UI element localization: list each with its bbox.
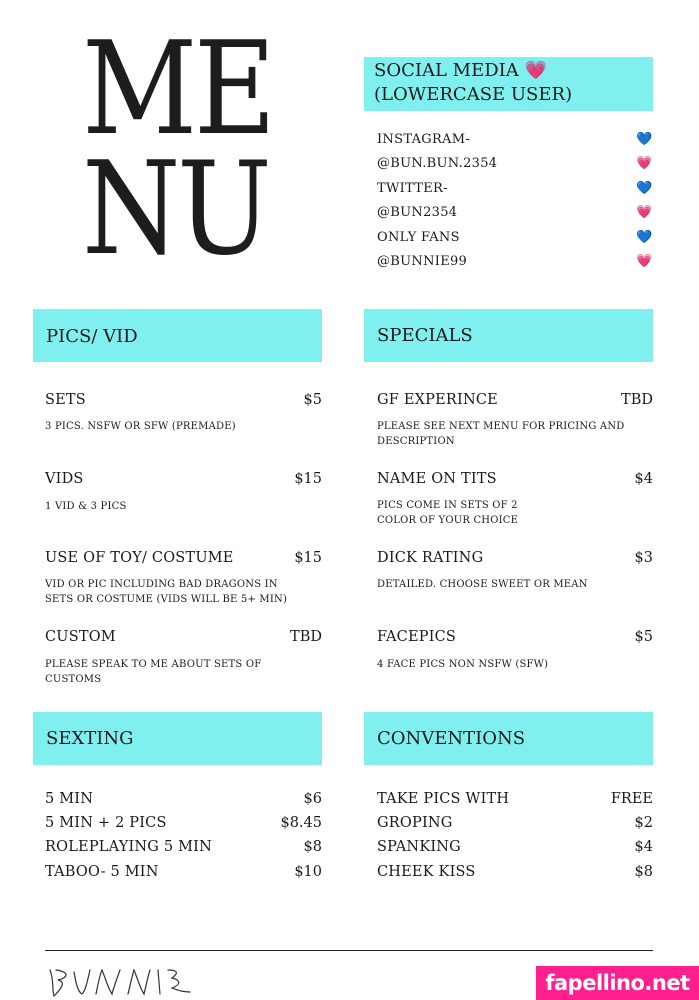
social-onlyfans-handle[interactable]: @BUNNIE99: [377, 254, 468, 269]
conventions-item-price: FREE: [610, 791, 653, 807]
pics-item-desc: PLEASE SPEAK TO ME ABOUT SETS OF CUSTOMS: [45, 659, 262, 685]
sexting-item-name: 5 MIN: [45, 791, 94, 807]
specials-item-name: FACEPICS: [377, 629, 457, 645]
specials-item-price: $3: [634, 550, 653, 566]
specials-item-desc-line-1: PICS COME IN SETS OF 2: [377, 500, 518, 511]
specials-item-desc: PLEASE SEE NEXT MENU FOR PRICING AND DESCRIPTION: [377, 421, 625, 447]
conventions-item-name: GROPING: [377, 815, 453, 831]
sexting-item-name: ROLEPLAYING 5 MIN: [45, 839, 212, 855]
social-twitter-label: TWITTER-: [377, 181, 448, 196]
pics-item-desc: 3 PICS. NSFW OR SFW (PREMADE): [45, 421, 236, 432]
pics-vid-title: PICS/ VID: [46, 326, 138, 347]
watermark: fapellino.net: [536, 966, 699, 1000]
sexting-item-name: TABOO- 5 MIN: [45, 864, 159, 880]
specials-item-price: $4: [634, 471, 653, 487]
specials-item-name: GF EXPERINCE: [377, 392, 498, 408]
specials-item-price: $5: [634, 629, 653, 645]
sexting-title: SEXTING: [46, 728, 134, 749]
pink-heart-icon: 💗: [636, 205, 653, 220]
social-instagram-label: INSTAGRAM-: [377, 132, 471, 147]
pics-item-price: $15: [294, 471, 322, 487]
social-header-line-2: (LOWERCASE USER): [374, 84, 573, 105]
specials-item-name: NAME ON TITS: [377, 471, 497, 487]
sexting-item-price: $10: [294, 864, 322, 880]
specials-header: [364, 309, 653, 362]
specials-item-name: DICK RATING: [377, 550, 484, 566]
conventions-title: CONVENTIONS: [377, 728, 526, 749]
specials-item-price: TBD: [621, 392, 653, 408]
blue-heart-icon: 💙: [636, 230, 653, 245]
social-onlyfans-label: ONLY FANS: [377, 230, 460, 245]
sexting-item-name: 5 MIN + 2 PICS: [45, 815, 167, 831]
conventions-item-price: $2: [634, 815, 653, 831]
sexting-item-price: $8: [303, 839, 322, 855]
pics-item-name: SETS: [45, 392, 86, 408]
pics-item-price: $5: [303, 392, 322, 408]
blue-heart-icon: 💙: [636, 132, 653, 147]
specials-item-desc-line-2: COLOR OF YOUR CHOICE: [377, 515, 519, 526]
footer-divider: [45, 950, 653, 951]
menu-title-line-1: ME: [82, 15, 273, 164]
conventions-item-name: TAKE PICS WITH: [377, 791, 510, 807]
conventions-item-price: $8: [634, 864, 653, 880]
pink-heart-icon: 💗: [636, 254, 653, 269]
conventions-item-price: $4: [634, 839, 653, 855]
sexting-item-price: $8.45: [280, 815, 322, 831]
conventions-item-name: SPANKING: [377, 839, 461, 855]
pics-vid-header: [33, 309, 322, 362]
signature: [44, 960, 194, 1000]
social-media-header: [364, 57, 653, 111]
pics-item-name: CUSTOM: [45, 629, 116, 645]
specials-title: SPECIALS: [377, 325, 473, 346]
pics-item-price: $15: [294, 550, 322, 566]
social-twitter-handle[interactable]: @BUN2354: [377, 205, 458, 220]
specials-item-desc: DETAILED. CHOOSE SWEET OR MEAN: [377, 579, 588, 590]
sexting-item-price: $6: [303, 791, 322, 807]
social-header-line-1: SOCIAL MEDIA 💗: [374, 60, 547, 81]
menu-title-line-2: NU: [82, 135, 269, 284]
pics-item-desc: 1 VID & 3 PICS: [45, 501, 127, 512]
conventions-header: [364, 712, 653, 765]
pink-heart-icon: 💗: [636, 156, 653, 171]
pics-item-name: VIDS: [45, 471, 84, 487]
blue-heart-icon: 💙: [636, 181, 653, 196]
conventions-item-name: CHEEK KISS: [377, 864, 476, 880]
pics-item-name: USE OF TOY/ COSTUME: [45, 550, 234, 566]
pics-item-price: TBD: [290, 629, 322, 645]
sexting-header: [33, 712, 322, 765]
pics-item-desc: VID OR PIC INCLUDING BAD DRAGONS IN SETS OR COSTUME (VIDS WILL BE 5+ MIN): [45, 579, 288, 605]
social-instagram-handle[interactable]: @BUN.BUN.2354: [377, 156, 498, 171]
specials-item-desc: 4 FACE PICS NON NSFW (SFW): [377, 659, 549, 670]
